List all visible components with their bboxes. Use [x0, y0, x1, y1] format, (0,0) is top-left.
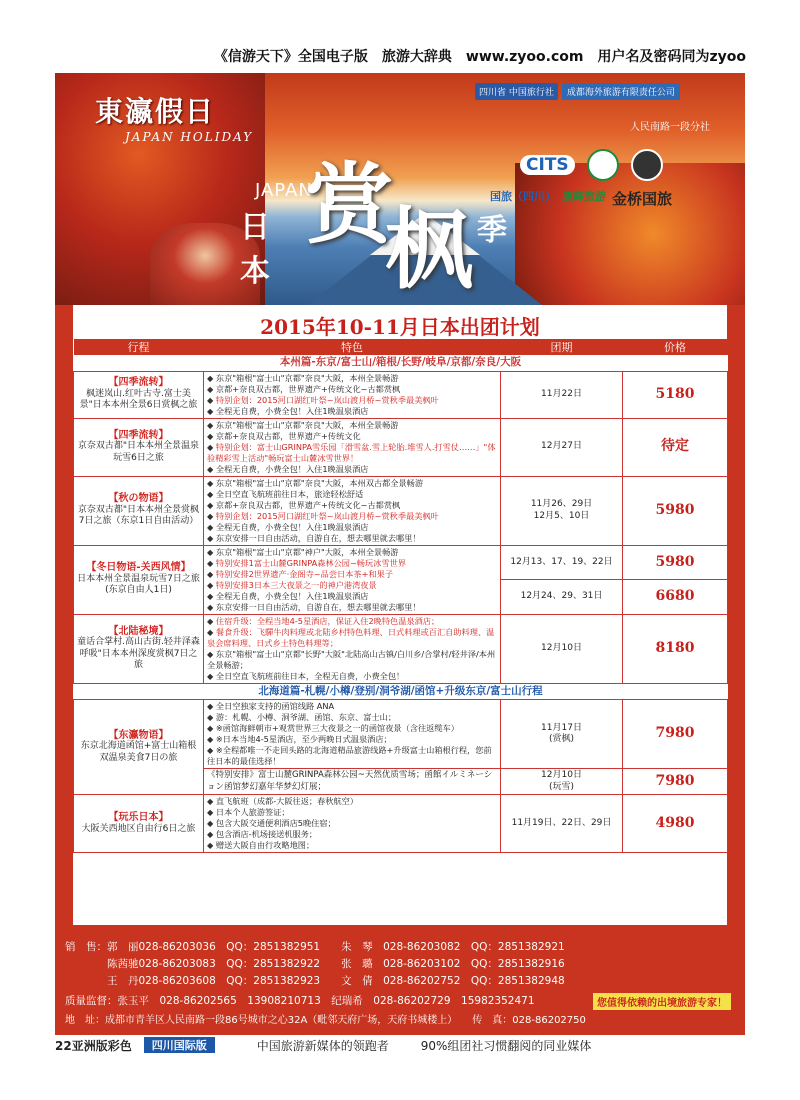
header-route: 行程: [74, 339, 204, 355]
table-row: [74, 371, 728, 418]
feature-item: ◆ 全日空独家支持的函馆线路 ANA: [207, 701, 497, 712]
contact-line-3: 王 丹028-86203608 QQ：2851382923 文 倩 028-86202752 QQ：2851382948: [65, 975, 565, 987]
feature-list: [207, 701, 497, 767]
route-cell: [74, 700, 204, 795]
feature-item: ◆ 全程无自费，小费全包！入住1晚温泉酒店: [207, 591, 497, 602]
route-name: 童话合掌村.高山古街.轻井泽森呼吸"日本本州深度赏枫7日之旅: [77, 637, 200, 670]
section-row: [74, 683, 728, 700]
feature-item: ◆ 东京安排一日自由活动，自游自在，想去哪里就去哪里！: [207, 602, 497, 613]
price-cell: 6680: [623, 580, 728, 615]
feature-item: ◆ 特别企划：2015河口湖红叶祭~岚山渡月桥~赏秋季最美枫叶: [207, 511, 497, 522]
brand-logo: [95, 90, 253, 144]
page-number: 22亚洲版彩色: [55, 1038, 132, 1053]
price-cell: 5980: [623, 545, 728, 580]
contact-block: [55, 937, 745, 1035]
features-cell: [204, 795, 501, 853]
route-name: 大阪关西地区自由行6日之旅: [81, 823, 196, 834]
feature-list: [207, 547, 497, 613]
agency-logos: [520, 145, 740, 185]
price-cell: 5180: [623, 371, 728, 418]
dates-cell: 12月24、29、31日: [501, 580, 623, 615]
route-tag: 【北陆秘境】: [108, 625, 169, 637]
brand-cn: 東瀛假日: [95, 95, 216, 128]
feature-item: ◆ 直飞航班（成都-大阪往返；春秋航空）: [207, 796, 497, 807]
dates-cell: 11月17日 (赏枫): [501, 700, 623, 769]
footer-slogan-1: 中国旅游新媒体的领跑者: [256, 1038, 389, 1053]
dates-cell: 12月27日: [501, 418, 623, 476]
branch-name: 人民南路一段分社: [630, 122, 710, 133]
route-tag: 【四季流转】: [108, 377, 169, 389]
feature-item: ◆ ※日本当地4-5星酒店，至少两晚日式温泉酒店；: [207, 734, 497, 745]
table-header: [74, 339, 728, 355]
label-cits: 国旅（四川）: [490, 190, 556, 203]
contact-address: 地 址：成都市青羊区人民南路一段86号城市之心32A（毗邻天府广场，天府书城楼上） 传 真：028-86202750: [65, 1015, 586, 1026]
feature-item: ◆ 全日空直飞航班前往日本，全程无自费，小费全包！: [207, 671, 497, 682]
dates-cell: 12月13、17、19、22日: [501, 545, 623, 580]
edition-badge: 四川国际版: [144, 1037, 215, 1053]
feature-item: ◆ 特别企划：富士山GRINPA雪乐园「滑雪盆.雪上轮胎.堆雪人.打雪仗……」"体验精彩雪上活动"畅玩富士山麓冰雪世界！: [207, 442, 497, 464]
plan-title: 2015年10-11月日本出团计划: [260, 315, 540, 339]
features-cell: [204, 476, 501, 545]
feature-item: ◆ 东京安排一日自由活动，自游自在，想去哪里就去哪里！: [207, 533, 497, 544]
feature-list: [207, 478, 497, 544]
route-tag: 【四季流转】: [108, 429, 169, 441]
route-tag: 【秋の物语】: [108, 493, 169, 505]
feature-list: [207, 616, 497, 682]
partner-logos: [475, 83, 740, 100]
title-feng: 枫: [385, 197, 474, 301]
partner-chengdu-overseas: 成都海外旅游有限责任公司: [562, 83, 680, 100]
agency-labels: [490, 188, 740, 209]
contact-line-2: 陈茜驰028-86203083 QQ：2851382922 张 璐 028-86203102 QQ：2851382916: [65, 958, 565, 970]
feature-list: [207, 796, 497, 851]
feature-item: ◆ 东京"箱根"富士山"京都"神户"大阪，本州全景畅游: [207, 547, 497, 558]
tour-table: [73, 339, 728, 853]
price-cell: 7980: [623, 700, 728, 769]
features-cell-extra: 《特别安排》富士山麓GRINPA森林公园~天然优质雪场；函館イルミネーション函馆梦幻嘉年华梦幻灯展；: [204, 769, 501, 795]
feature-item: ◆ 全程无自费，小费全包！入住1晚温泉酒店: [207, 522, 497, 533]
feature-item: ◆ 东京"箱根"富士山"京都"奈良"大阪，本州双古都全景畅游: [207, 478, 497, 489]
feature-item: ◆ 住宿升级：全程当地4-5星酒店，保证入住2晚特色温泉酒店；: [207, 616, 497, 627]
feature-item: ◆ 餐食升级：飞驒牛肉料理或北陆乡村特色料理、日式料理或百汇自助料理、温泉会席料理、日式乡土特色料理等；: [207, 627, 497, 649]
dates-cell: 11月26、29日 12月5、10日: [501, 476, 623, 545]
route-cell: [74, 614, 204, 683]
contact-line-1: 销 售：郭 丽028-86203036 QQ：2851382951 朱 琴 028-86203082 QQ：2851382921: [65, 941, 565, 953]
feature-item: ◆ 特别企划：2015河口湖红叶祭~岚山渡月桥~赏秋季最美枫叶: [207, 395, 497, 406]
feature-item: ◆ ※函馆海鲜朝市+观赏世界三大夜景之一的函馆夜景（含往返缆车）: [207, 723, 497, 734]
table-row: [74, 700, 728, 769]
table-row: [74, 795, 728, 853]
jinqiao-globe-icon: [631, 149, 663, 181]
route-tag: 【冬日物语-关西风情】: [86, 562, 191, 574]
comfort-logo-icon: [587, 149, 619, 181]
feature-item: ◆ ※全程都唯一不走回头路的北海道精品旅游线路+升级富士山箱根行程，您前往日本的最佳选择！: [207, 745, 497, 767]
title-riben: 日本: [240, 210, 270, 289]
title-ji: 季: [477, 213, 507, 248]
partner-cits-sichuan: 四川省 中国旅行社: [475, 83, 558, 100]
header-features: 特色: [204, 339, 501, 355]
feature-item: ◆ 特别安排2世界遗产·金阁寺~品尝日本茶+和果子: [207, 569, 497, 580]
feature-list: [207, 373, 497, 417]
table-row: [74, 545, 728, 580]
feature-list: [207, 420, 497, 475]
dates-cell: 12月10日: [501, 614, 623, 683]
route-cell: [74, 371, 204, 418]
route-name: 日本本州全景温泉玩雪7日之旅(东京自由人1日): [77, 573, 200, 596]
table-row: [74, 418, 728, 476]
route-name: 枫迷岚山.红叶古寺.富士美景"日本本州全景6日赏枫之旅: [79, 388, 198, 411]
feature-item: ◆ 游：札幌、小樽、洞爷湖、函馆、东京、富士山；: [207, 712, 497, 723]
section-title: 北海道篇-札幌/小樽/登别/洞爷湖/函馆+升级东京/富士山行程: [74, 683, 728, 700]
feature-item: ◆ 包含大阪交通便利酒店5晚住宿；: [207, 818, 497, 829]
cits-logo-icon: CITS: [520, 155, 575, 175]
route-name: 东京北海道函馆+富士山箱根双温泉美食7日の旅: [80, 741, 197, 763]
feature-item: ◆ 全程无自费，小费全包！入住1晚温泉酒店: [207, 406, 497, 417]
feature-item: ◆ 日本个人旅游签证；: [207, 807, 497, 818]
footer: [55, 1035, 745, 1055]
feature-item: ◆ 京都+奈良双古都，世界遗产+传统文化~古都赏枫: [207, 384, 497, 395]
feature-item: ◆ 东京"箱根"富士山"京都"长野"大阪"北陆高山古镇/白川乡/合掌村/轻井泽/本州全景畅游；: [207, 649, 497, 671]
route-cell: [74, 418, 204, 476]
label-jinqiao: 金桥国旅: [612, 190, 673, 208]
feature-item: ◆ 特别安排3日本三大夜景之一的神户港湾夜景: [207, 580, 497, 591]
title-japan: JAPAN: [255, 180, 313, 201]
features-cell: [204, 614, 501, 683]
route-tag: 【玩乐日本】: [108, 812, 169, 823]
price-cell: 7980: [623, 769, 728, 795]
title-shang: 赏: [305, 152, 394, 256]
dates-cell: 11月22日: [501, 371, 623, 418]
features-cell: [204, 700, 501, 769]
feature-item: ◆ 赠送大阪自由行攻略地图；: [207, 840, 497, 851]
features-cell: [204, 371, 501, 418]
feature-item: ◆ 全日空直飞航班前往日本，旅途轻松舒适: [207, 489, 497, 500]
feature-item: ◆ 特别安排1富士山麓GRINPA森林公园~畅玩冰雪世界: [207, 558, 497, 569]
route-name: 京奈双古都"日本本州全景温泉玩雪6日之旅: [77, 441, 200, 463]
route-name: 京奈双古都"日本本州全景赏枫7日之旅（东京1日自由活动）: [77, 504, 200, 527]
table-row: [74, 476, 728, 545]
price-cell: 5980: [623, 476, 728, 545]
feature-item: ◆ 全程无自费，小费全包！入住1晚温泉酒店: [207, 464, 497, 475]
footer-slogan-2: 90%组团社习惯翻阅的同业媒体: [420, 1038, 592, 1053]
contact-line-4: 质量监督：张玉平 028-86202565 13908210713 纪瑞希 028-86202729 15982352471: [65, 995, 535, 1007]
tour-plan-card: [73, 305, 727, 925]
route-tag: 【东瀛物语】: [108, 729, 169, 741]
dates-cell: 11月19日、22日、29日: [501, 795, 623, 853]
brand-en: JAPAN HOLIDAY: [125, 130, 254, 144]
feature-item: ◆ 东京"箱根"富士山"京都"奈良"大阪，本州全景畅游: [207, 373, 497, 384]
section-row: [74, 355, 728, 371]
feature-item: ◆ 包含酒店-机场接送机服务；: [207, 829, 497, 840]
label-comfort: 康辉旅游: [562, 190, 606, 203]
features-cell: [204, 418, 501, 476]
section-title: 本州篇-东京/富士山/箱根/长野/岐阜/京都/奈良/大阪: [74, 355, 728, 371]
route-cell: [74, 476, 204, 545]
top-banner: 《信游天下》全国电子版 旅游大辞典 www.zyoo.com 用户名及密码同为zyoo: [213, 49, 746, 65]
price-cell: 8180: [623, 614, 728, 683]
features-cell: [204, 545, 501, 614]
feature-item: ◆ 京都+奈良双古都，世界遗产+传统文化~古都赏枫: [207, 500, 497, 511]
route-cell: [74, 795, 204, 853]
header-dates: 团期: [501, 339, 623, 355]
dates-cell: 12月10日 (玩雪): [501, 769, 623, 795]
price-cell: 4980: [623, 795, 728, 853]
feature-item: ◆ 东京"箱根"富士山"京都"奈良"大阪，本州全景畅游: [207, 420, 497, 431]
price-cell: 待定: [623, 418, 728, 476]
table-row: [74, 614, 728, 683]
slogan-badge: 您值得依赖的出境旅游专家！: [593, 993, 731, 1010]
header-price: 价格: [623, 339, 728, 355]
feature-item: ◆ 京都+奈良双古都，世界遗产+传统文化: [207, 431, 497, 442]
route-cell: [74, 545, 204, 614]
